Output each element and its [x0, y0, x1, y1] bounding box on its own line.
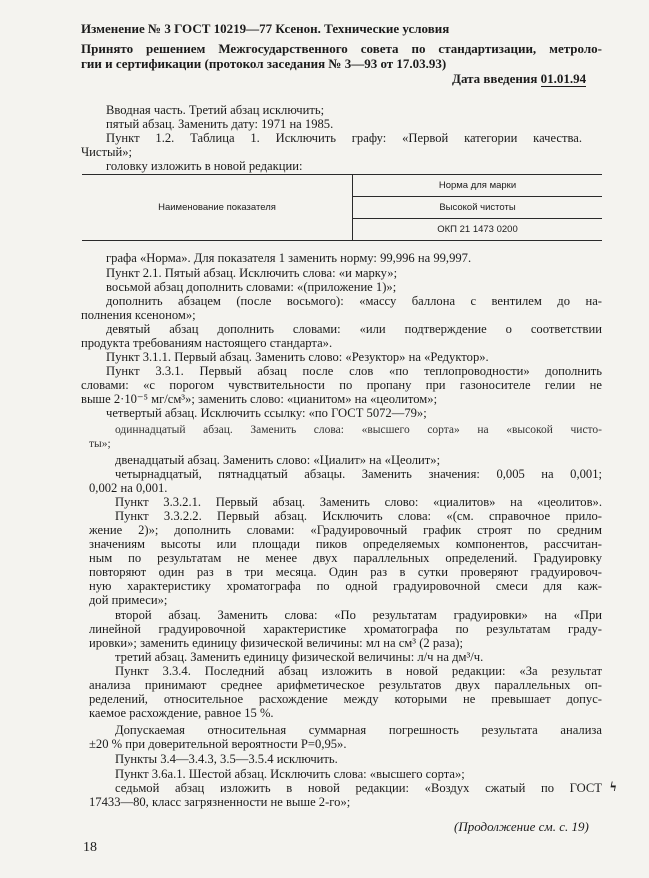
intro-line: Вводная часть. Третий абзац исключить;	[106, 103, 325, 117]
body-line: дополнить абзацем (после восьмого): «массу баллона с вентилем до на-	[106, 294, 602, 308]
body-line: Пункт 3.6а.1. Шестой абзац. Исключить слова: «высшего сорта»;	[115, 767, 465, 781]
body-line: Пункт 3.3.4. Последний абзац изложить в новой редакции: «За результат	[115, 664, 602, 678]
intro-line: пятый абзац. Заменить дату: 1971 на 1985.	[106, 117, 334, 131]
body-line: третий абзац. Заменить единицу физической величины: л/ч на дм³/ч.	[115, 650, 484, 664]
body-line: Пункт 3.3.1. Первый абзац после слов «по теплопроводности» дополнить	[106, 364, 602, 378]
norm-header: Норма для марки	[353, 175, 603, 197]
intro-line: Пункт 1.2. Таблица 1. Исключить графу: «Первой категории качества.	[106, 131, 582, 145]
decision-line-2: гии и сертификации (протокол заседания № 3—93 от 17.03.93)	[81, 56, 447, 71]
norm-table	[82, 174, 602, 241]
body-line: ты»;	[89, 438, 111, 450]
amendment-title: Изменение № 3 ГОСТ 10219—77 Ксенон. Технические условия	[81, 21, 450, 36]
body-line: выше 2·10⁻⁵ мг/см³»; заменить слово: «цианитом» на «цеолитом»;	[81, 392, 438, 406]
body-line: Допускаемая относительная суммарная погрешность результата анализа	[115, 723, 602, 737]
body-line: анализа принимают среднее арифметическое результатов двух параллельных оп-	[89, 678, 602, 692]
body-line: дой примеси»;	[89, 593, 168, 607]
margin-mark-icon: ϟ	[610, 780, 617, 795]
body-line: ировки»; заменить единицу физической величины: мл на см³ (2 раза);	[89, 636, 463, 650]
body-line: линейной градуировочной характеристике хроматографа по результатам граду-	[89, 622, 602, 636]
intro-line: головку изложить в новой редакции:	[106, 159, 303, 173]
body-line: второй абзац. Заменить слова: «По результатам градуировки» на «При	[115, 608, 602, 622]
body-line: повторяют один раз в три месяца. Один раз в сутки проверяют градуировоч-	[89, 565, 602, 579]
body-line: восьмой абзац дополнить словами: «(приложение 1)»;	[106, 280, 397, 294]
body-line: продукта требованиям настоящего стандарта».	[81, 336, 333, 350]
body-line: Пункты 3.4—3.4.3, 3.5—3.5.4 исключить.	[115, 752, 338, 766]
body-line: четырнадцатый, пятнадцатый абзацы. Заменить значения: 0,005 на 0,001;	[115, 467, 602, 481]
effective-date	[452, 72, 586, 86]
body-line: каемое расхождение, равное 15 %.	[89, 706, 274, 720]
purity-header: Высокой чистоты	[353, 197, 603, 219]
body-line: полнения ксеноном»;	[81, 308, 196, 322]
body-line: Пункт 2.1. Пятый абзац. Исключить слова: «и марку»;	[106, 266, 398, 280]
body-line: 17433—80, класс загрязненности не выше 2-го»;	[89, 795, 351, 809]
date-value: 01.01.94	[540, 71, 587, 86]
body-line: Пункт 3.3.2.1. Первый абзац. Заменить слово: «циалитов» на «цеолитов».	[115, 495, 602, 509]
okp-code: ОКП 21 1473 0200	[353, 219, 603, 241]
decision-line-1: Принято решением Межгосударственного совета по стандартизации, метроло-	[81, 41, 602, 56]
body-line: Пункт 3.1.1. Первый абзац. Заменить слово: «Резуктор» на «Редуктор».	[106, 350, 489, 364]
body-line: словами: «с порогом чувствительности по пропану при газоносителе гелии не	[81, 378, 602, 392]
body-line: значениям высоты или площади пиков определяемых компонентов, рассчитан-	[89, 537, 602, 551]
date-label: Дата введения	[452, 71, 538, 86]
body-line: графа «Норма». Для показателя 1 заменить норму: 99,996 на 99,997.	[106, 251, 472, 265]
body-line: четвертый абзац. Исключить ссылку: «по ГОСТ 5072—79»;	[106, 406, 427, 420]
continuation-note: (Продолжение см. с. 19)	[454, 819, 589, 834]
body-line: Пункт 3.3.2.2. Первый абзац. Исключить слова: «(см. справочное прило-	[115, 509, 602, 523]
indicator-header: Наименование показателя	[82, 175, 353, 241]
body-line: ±20 % при доверительной вероятности P=0,95».	[89, 737, 347, 751]
body-line: ределений, относительное расхождение между которыми не превышает допус-	[89, 692, 602, 706]
body-line: двенадцатый абзац. Заменить слово: «Циалит» на «Цеолит»;	[115, 453, 441, 467]
body-line: жение 2)»; дополнить словами: «Градуировочный график строят по средним	[89, 523, 602, 537]
page-number: 18	[83, 840, 97, 855]
body-line: седьмой абзац изложить в новой редакции: «Воздух сжатый по ГОСТ	[115, 781, 602, 795]
body-line: одиннадцатый абзац. Заменить слова: «высшего сорта» на «высокой чисто-	[115, 424, 602, 436]
intro-line: Чистый»;	[81, 145, 133, 159]
body-line: ным по результатам не менее двух параллельных определений. Градуировку	[89, 551, 602, 565]
body-line: девятый абзац дополнить словами: «или подтверждение о соответствии	[106, 322, 602, 336]
body-line: ную характеристику хроматографа по одной градуировочной смеси для каж-	[89, 579, 602, 593]
body-line: 0,002 на 0,001.	[89, 481, 168, 495]
